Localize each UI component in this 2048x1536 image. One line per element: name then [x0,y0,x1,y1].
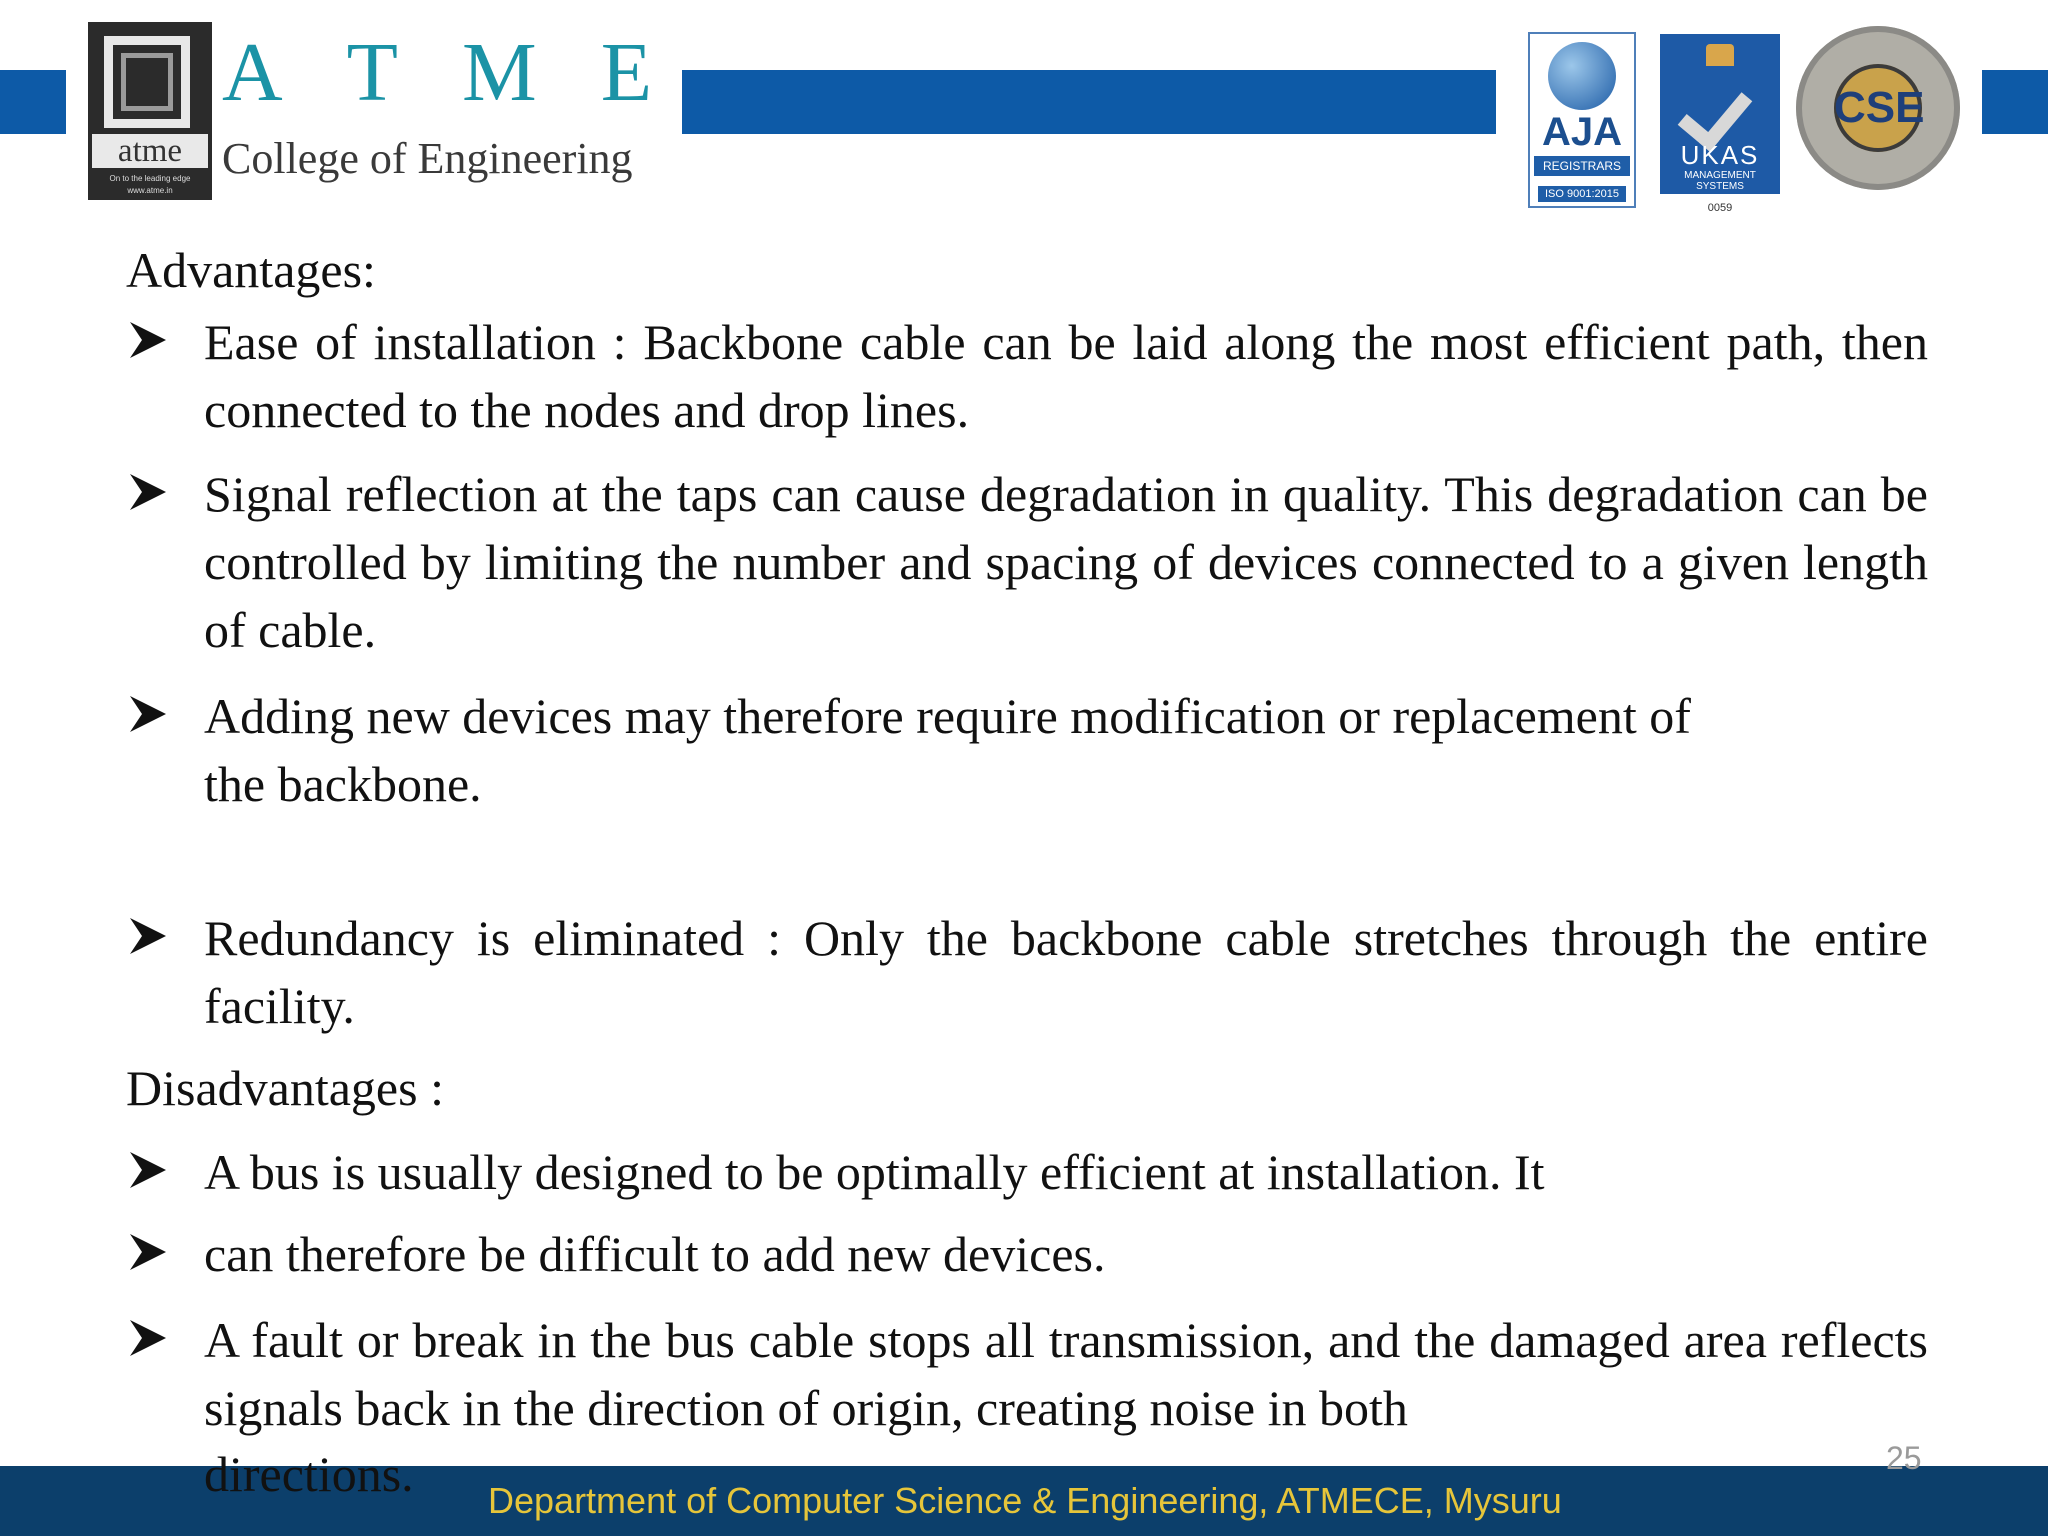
arrowhead-bullet-icon [126,1316,170,1360]
acronym-letter: A [222,26,283,119]
disadvantage-text: A fault or break in the bus cable stops all transmission, and the damaged area reflects signals back in the direction of origin, creating noise in both [204,1312,1928,1436]
ukas-label: UKAS [1680,140,1760,170]
advantages-heading: Advantages: [126,242,376,298]
advantage-text: Ease of installation : Backbone cable can be laid along the most efficient path, then connected to the nodes and drop lines. [204,314,1928,438]
college-acronym [222,28,652,118]
cse-seal [1796,26,1960,190]
aja-label: AJA [1541,110,1623,154]
college-logo [88,22,212,200]
crown-icon [1706,44,1734,66]
disadvantage-text: A bus is usually designed to be optimally efficient at installation. It [204,1144,1545,1200]
logo-tagline: On to the leading edge [109,174,191,183]
globe-icon [1548,42,1616,110]
aja-certification-badge [1528,32,1636,208]
logo-square-icon [104,36,190,128]
department-name: Department of Computer Science & Engineering, ATMECE, Mysuru [488,1480,1562,1521]
disadvantage-text: can therefore be difficult to add new devices. [204,1226,1106,1282]
header-band-left [0,70,66,134]
acronym-letter: T [346,26,398,119]
advantage-item [126,308,1928,444]
disadvantage-item [126,1306,1928,1442]
disadvantages-heading: Disadvantages : [126,1060,444,1116]
header-band-right [1982,70,2048,134]
aja-iso: ISO 9001:2015 [1538,186,1626,202]
logo-url: www.atme.in [127,186,173,195]
college-name: College of Engineering [222,134,633,183]
page-number: 25 [1886,1440,1922,1476]
arrowhead-bullet-icon [126,318,170,362]
arrowhead-bullet-icon [126,470,170,514]
arrowhead-bullet-icon [126,1230,170,1274]
logo-word: atme [92,134,208,168]
acronym-letter: M [461,26,537,119]
advantage-item [126,460,1928,664]
advantage-item [126,682,1928,818]
disadvantage-item [126,1138,1928,1206]
acronym-letter: E [600,26,652,119]
advantage-text: Signal reflection at the taps can cause degradation in quality. This degradation can be controlled by limiting the number and spacing of devices connected to a given length of cable. [204,466,1928,658]
ukas-number: 0059 [1707,202,1733,214]
ukas-certification-badge [1660,34,1780,194]
arrowhead-bullet-icon [126,1148,170,1192]
advantage-text-continued: the backbone. [204,756,482,812]
header-band-middle [682,70,1496,134]
ukas-subtitle: MANAGEMENT SYSTEMS [1684,170,1756,192]
disadvantage-text-overflow: directions. [204,1446,414,1502]
advantage-item [126,904,1928,1040]
advantage-text: Adding new devices may therefore require modification or replacement of [204,688,1691,744]
cse-label: CSE [1834,64,1922,152]
disadvantage-item [126,1220,1928,1288]
arrowhead-bullet-icon [126,914,170,958]
arrowhead-bullet-icon [126,692,170,736]
advantage-text: Redundancy is eliminated : Only the backbone cable stretches through the entire facility. [204,910,1928,1034]
aja-registrars: REGISTRARS [1534,156,1630,176]
